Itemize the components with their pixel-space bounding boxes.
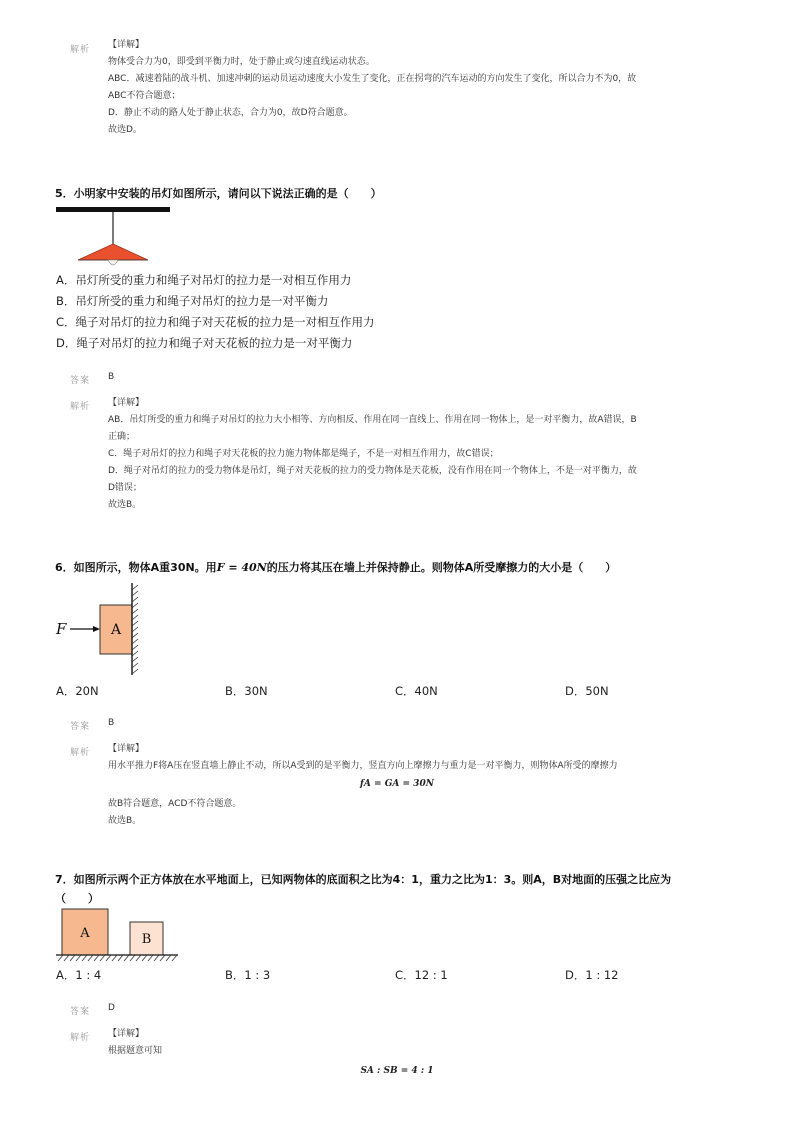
analysis-label: 解析	[70, 1033, 91, 1043]
option-a[interactable]: A．20N	[56, 684, 99, 698]
question-7-stem-cont: （ ）	[55, 892, 99, 905]
hatch-line	[88, 955, 93, 961]
analysis-text	[108, 1026, 748, 1060]
hatch-line	[130, 955, 135, 961]
hatch-line	[132, 603, 138, 608]
hatch-line	[132, 645, 138, 650]
hatch-line	[124, 955, 129, 961]
analysis-line: D错误；	[108, 483, 142, 493]
option-d[interactable]: D．1 : 12	[565, 968, 619, 982]
question-7-stem: 7．如图所示两个正方体放在水平地面上，已知两物体的底面积之比为4：1，重力之比为1：3。则A，B对地面的压强之比应为	[55, 873, 672, 886]
analysis-text	[108, 37, 748, 139]
analysis-line: D．绳子对吊灯的拉力的受力物体是吊灯，绳子对天花板的拉力的受力物体是天花板，没有作用在同一个物体上，不是一对平衡力，故	[108, 466, 637, 476]
hatch-line	[160, 955, 165, 961]
option-b[interactable]: B．1 : 3	[225, 968, 271, 982]
analysis-line: ABC．减速着陆的战斗机、加速冲刺的运动员运动速度大小发生了变化，正在拐弯的汽车运动的方向发生了变化，所以合力不为0，故	[108, 74, 637, 84]
analysis-line: 【详解】	[108, 398, 145, 408]
analysis-line: 【详解】	[108, 1029, 145, 1039]
hatch-line	[82, 955, 87, 961]
answer-label: 答案	[70, 722, 91, 732]
option-c[interactable]: C．绳子对吊灯的拉力和绳子对天花板的拉力是一对相互作用力	[56, 315, 375, 329]
hatch-line	[118, 955, 123, 961]
stem-math: F = 40N	[216, 561, 267, 574]
hatch-line	[154, 955, 159, 961]
force-label: F	[56, 620, 67, 638]
question-6-stem	[55, 559, 616, 575]
cube-a-label: A	[80, 926, 90, 941]
hatch-line	[132, 633, 138, 638]
hatch-line	[112, 955, 117, 961]
hatch-line	[172, 955, 177, 961]
chandelier-figure	[56, 204, 176, 270]
analysis-label: 解析	[70, 402, 91, 412]
hatch-line	[132, 663, 138, 668]
hatch-line	[132, 597, 138, 602]
option-d[interactable]: D．绳子对吊灯的拉力和绳子对天花板的拉力是一对平衡力	[56, 336, 353, 350]
analysis-line: AB．吊灯所受的重力和绳子对吊灯的拉力大小相等、方向相反、作用在同一直线上、作用在同一物体上，是一对平衡力，故A错误，B	[108, 415, 637, 425]
ceiling	[56, 207, 170, 212]
analysis-line: ABC不符合题意；	[108, 91, 181, 101]
hatch-line	[148, 955, 153, 961]
wall-hatching	[132, 585, 138, 674]
hatch-line	[58, 955, 63, 961]
hatch-line	[100, 955, 105, 961]
hatch-line	[70, 955, 75, 961]
answer-value: B	[108, 372, 115, 382]
hatch-line	[132, 657, 138, 662]
hatch-line	[132, 609, 138, 614]
wall-block-figure	[52, 578, 152, 678]
analysis-line: 物体受合力为0，即受到平衡力时，处于静止或匀速直线运动状态。	[108, 57, 375, 67]
block-a-label: A	[110, 622, 122, 638]
hatch-line	[106, 955, 111, 961]
option-b[interactable]: B．吊灯所受的重力和绳子对吊灯的拉力是一对平衡力	[56, 294, 329, 308]
analysis-line: 故选B。	[108, 500, 142, 510]
formula: fA = GA = 30N	[360, 779, 434, 789]
answer-label: 答案	[70, 376, 91, 386]
analysis-text	[108, 741, 748, 775]
analysis-line: 故选D。	[108, 125, 142, 135]
option-b[interactable]: B．30N	[225, 684, 268, 698]
cube-b-label: B	[141, 932, 152, 947]
analysis-text	[108, 395, 748, 514]
option-a[interactable]: A．吊灯所受的重力和绳子对吊灯的拉力是一对相互作用力	[56, 273, 352, 287]
hatch-line	[132, 651, 138, 656]
hatch-line	[94, 955, 99, 961]
lampshade	[78, 244, 148, 260]
analysis-text	[108, 796, 748, 830]
analysis-line: 用水平推力F将A压在竖直墙上静止不动，所以A受到的是平衡力，竖直方向上摩擦力与重力是一对平衡力，则物体A所受的摩擦力	[108, 761, 618, 771]
hatch-line	[132, 615, 138, 620]
hatch-line	[132, 669, 138, 674]
question-5-options	[56, 272, 375, 356]
hatch-line	[132, 585, 138, 590]
analysis-label: 解析	[70, 45, 91, 55]
option-d[interactable]: D．50N	[565, 684, 609, 698]
hatch-line	[132, 627, 138, 632]
hatch-line	[132, 639, 138, 644]
analysis-line: D．静止不动的路人处于静止状态，合力为0，故D符合题意。	[108, 108, 353, 118]
analysis-label: 解析	[70, 748, 91, 758]
analysis-line: 根据题意可知	[108, 1046, 163, 1056]
analysis-line: 【详解】	[108, 40, 145, 50]
option-c[interactable]: C．40N	[395, 684, 438, 698]
hatch-line	[142, 955, 147, 961]
hatch-line	[136, 955, 141, 961]
hatch-line	[132, 591, 138, 596]
hatch-line	[64, 955, 69, 961]
hatch-line	[132, 621, 138, 626]
answer-value: D	[108, 1003, 115, 1013]
cubes-figure	[54, 906, 184, 966]
analysis-line: C．绳子对吊灯的拉力和绳子对天花板的拉力施力物体都是绳子，不是一对相互作用力，故C错误；	[108, 449, 499, 459]
analysis-line: 故选B。	[108, 816, 142, 826]
hatch-line	[166, 955, 171, 961]
option-c[interactable]: C．12 : 1	[395, 968, 448, 982]
answer-value: B	[108, 718, 115, 728]
analysis-line: 故B符合题意，ACD不符合题意。	[108, 799, 242, 809]
stem-part: 6．如图所示，物体A重30N。用	[55, 561, 217, 574]
bulb	[108, 260, 118, 265]
analysis-line: 正确；	[108, 432, 136, 442]
formula: SA : SB = 4 : 1	[360, 1066, 434, 1076]
ground-hatching	[58, 955, 177, 961]
question-5-stem: 5．小明家中安装的吊灯如图所示，请问以下说法正确的是（ ）	[55, 187, 382, 200]
answer-label: 答案	[70, 1007, 91, 1017]
option-a[interactable]: A．1 : 4	[56, 968, 102, 982]
hatch-line	[76, 955, 81, 961]
analysis-line: 【详解】	[108, 744, 145, 754]
stem-part: 的压力将其压在墙上并保持静止。则物体A所受摩擦力的大小是（ ）	[266, 561, 617, 574]
